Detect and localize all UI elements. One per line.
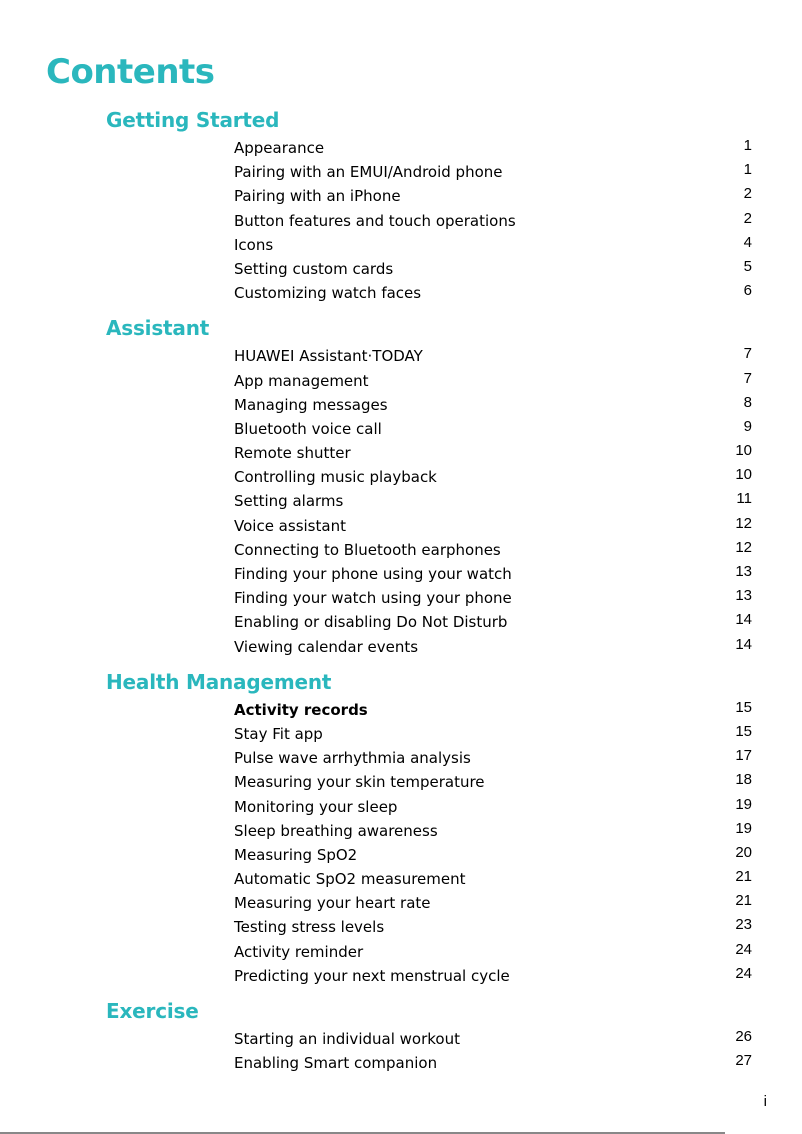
section-heading[interactable]: Assistant xyxy=(106,316,210,341)
toc-entry-page[interactable]: 13 xyxy=(735,587,752,605)
toc-entry[interactable] xyxy=(0,1027,802,1051)
toc-entry[interactable] xyxy=(0,964,802,988)
toc-entry-page[interactable]: 5 xyxy=(743,257,752,275)
toc-entry-page[interactable]: 24 xyxy=(735,940,752,958)
toc-entry-page[interactable]: 2 xyxy=(743,209,752,227)
toc-entry-title[interactable]: Setting alarms xyxy=(234,492,344,511)
section-heading[interactable]: Health Management xyxy=(106,669,332,694)
toc-entry-page[interactable]: 1 xyxy=(743,161,752,179)
toc-entry[interactable] xyxy=(0,843,802,867)
toc-entry-page[interactable]: 19 xyxy=(735,795,752,813)
toc-entry[interactable] xyxy=(0,770,802,794)
toc-entry[interactable] xyxy=(0,369,802,393)
toc-entry-title[interactable]: Pulse wave arrhythmia analysis xyxy=(234,749,471,768)
toc-entry-page[interactable]: 8 xyxy=(743,393,752,411)
toc-section xyxy=(0,997,802,1075)
toc-entry-page[interactable]: 2 xyxy=(743,185,752,203)
toc-entry-title[interactable]: Icons xyxy=(234,235,274,254)
toc-entry-page[interactable]: 15 xyxy=(735,722,752,740)
toc-entry[interactable] xyxy=(0,722,802,746)
toc-entry[interactable] xyxy=(0,441,802,465)
toc-entry-page[interactable]: 12 xyxy=(735,514,752,532)
toc-entry[interactable] xyxy=(0,1051,802,1075)
toc-entry-title[interactable]: Predicting your next menstrual cycle xyxy=(234,966,510,985)
toc-entry-page[interactable]: 10 xyxy=(735,442,752,460)
toc-entry[interactable] xyxy=(0,635,802,659)
toc-entry-page[interactable]: 19 xyxy=(735,819,752,837)
toc-entry-page[interactable]: 12 xyxy=(735,538,752,556)
toc-entry-page[interactable]: 1 xyxy=(743,137,752,154)
toc-entry-title[interactable]: Finding your phone using your watch xyxy=(234,565,512,583)
toc-entry-page[interactable]: 4 xyxy=(743,233,752,251)
toc-entry-title[interactable]: Button features and touch operations xyxy=(234,211,516,230)
toc-entry[interactable] xyxy=(0,795,802,819)
page-title: Contents xyxy=(46,52,215,92)
toc-entry-title[interactable]: Enabling or disabling Do Not Disturb xyxy=(234,613,508,632)
toc-entry-page[interactable]: 9 xyxy=(743,417,752,435)
page-number: i xyxy=(763,1093,767,1110)
toc-entry[interactable] xyxy=(0,867,802,891)
toc-entry-title[interactable]: Connecting to Bluetooth earphones xyxy=(234,540,501,559)
toc-entry-page[interactable]: 11 xyxy=(736,490,752,508)
toc-entry-title[interactable]: Voice assistant xyxy=(234,516,346,535)
section-heading[interactable]: Exercise xyxy=(106,999,199,1023)
toc-entry-title[interactable]: Customizing watch faces xyxy=(234,284,422,303)
toc-entry-title[interactable]: Activity records xyxy=(234,700,368,719)
toc-entry-title[interactable]: Enabling Smart companion xyxy=(234,1054,438,1073)
toc-entry[interactable] xyxy=(0,209,802,233)
toc-entry[interactable] xyxy=(0,698,802,722)
table-of-contents xyxy=(0,106,802,1075)
toc-entry[interactable] xyxy=(0,940,802,964)
toc-entry[interactable] xyxy=(0,819,802,843)
toc-entry[interactable] xyxy=(0,610,802,634)
toc-entry-page[interactable]: 17 xyxy=(735,747,752,765)
toc-entry[interactable] xyxy=(0,489,802,513)
toc-entry-title[interactable]: Appearance xyxy=(234,139,325,157)
toc-entry-page[interactable]: 6 xyxy=(743,282,752,300)
toc-entry-title[interactable]: Setting custom cards xyxy=(234,259,394,278)
toc-entry[interactable] xyxy=(0,233,802,257)
toc-entry-title[interactable]: Finding your watch using your phone xyxy=(234,589,512,608)
toc-entry[interactable] xyxy=(0,160,802,184)
toc-entry-title[interactable]: Controlling music playback xyxy=(234,468,437,487)
toc-entry-title[interactable]: Remote shutter xyxy=(234,444,351,463)
toc-entry-title[interactable]: Activity reminder xyxy=(234,942,364,961)
toc-entry-page[interactable]: 10 xyxy=(735,466,752,484)
toc-entry-title[interactable]: Starting an individual workout xyxy=(234,1030,460,1048)
toc-entry[interactable] xyxy=(0,891,802,915)
toc-entry-title[interactable]: App management xyxy=(234,371,369,390)
toc-entry-title[interactable]: Monitoring your sleep xyxy=(234,797,398,816)
toc-entry-title[interactable]: Measuring SpO2 xyxy=(234,845,358,864)
toc-entry[interactable] xyxy=(0,136,802,160)
toc-entry-page[interactable]: 27 xyxy=(735,1052,752,1070)
toc-entry[interactable] xyxy=(0,184,802,208)
toc-entry-page[interactable]: 18 xyxy=(735,771,752,789)
toc-entry-page[interactable]: 24 xyxy=(735,964,752,982)
section-heading[interactable]: Getting Started xyxy=(106,108,280,132)
toc-entry[interactable] xyxy=(0,393,802,417)
toc-entry-title[interactable]: Bluetooth voice call xyxy=(234,419,382,438)
toc-entry[interactable] xyxy=(0,417,802,441)
toc-entry[interactable] xyxy=(0,538,802,562)
toc-entry-title[interactable]: Stay Fit app xyxy=(234,724,323,743)
toc-entry[interactable] xyxy=(0,281,802,305)
toc-entry[interactable] xyxy=(0,257,802,281)
toc-entry-page[interactable]: 15 xyxy=(735,698,752,716)
toc-entry-title[interactable]: Managing messages xyxy=(234,395,388,414)
toc-entry[interactable] xyxy=(0,915,802,939)
toc-entry-title[interactable]: Pairing with an EMUI/Android phone xyxy=(234,163,503,182)
toc-entry[interactable] xyxy=(0,562,802,586)
toc-entry-title[interactable]: Measuring your skin temperature xyxy=(234,773,485,792)
toc-entry-page[interactable]: 21 xyxy=(735,868,752,886)
toc-section xyxy=(0,314,802,658)
toc-entry-page[interactable]: 20 xyxy=(735,843,752,861)
toc-section xyxy=(0,106,802,305)
toc-entry[interactable] xyxy=(0,586,802,610)
toc-entry[interactable] xyxy=(0,514,802,538)
toc-entry-page[interactable]: 26 xyxy=(735,1028,752,1045)
toc-entry-page[interactable]: 21 xyxy=(735,892,752,910)
toc-entry-title[interactable]: Pairing with an iPhone xyxy=(234,187,401,206)
toc-entry[interactable] xyxy=(0,465,802,489)
toc-entry-title[interactable]: HUAWEI Assistant·TODAY xyxy=(234,347,423,366)
toc-entry[interactable] xyxy=(0,344,802,368)
toc-entry-page[interactable]: 7 xyxy=(743,369,752,387)
toc-entry[interactable] xyxy=(0,746,802,770)
toc-entry-title[interactable]: Viewing calendar events xyxy=(234,637,419,656)
toc-entry-title[interactable]: Sleep breathing awareness xyxy=(234,821,438,840)
toc-entry-title[interactable]: Measuring your heart rate xyxy=(234,894,431,913)
toc-entry-page[interactable]: 7 xyxy=(743,345,752,363)
toc-entry-page[interactable]: 13 xyxy=(735,563,752,580)
toc-entry-page[interactable]: 14 xyxy=(735,611,752,629)
toc-entry-page[interactable]: 23 xyxy=(735,916,752,934)
toc-entry-page[interactable]: 14 xyxy=(735,635,752,653)
toc-section xyxy=(0,668,802,988)
toc-entry-title[interactable]: Automatic SpO2 measurement xyxy=(234,870,466,889)
toc-entry-title[interactable]: Testing stress levels xyxy=(234,918,385,937)
